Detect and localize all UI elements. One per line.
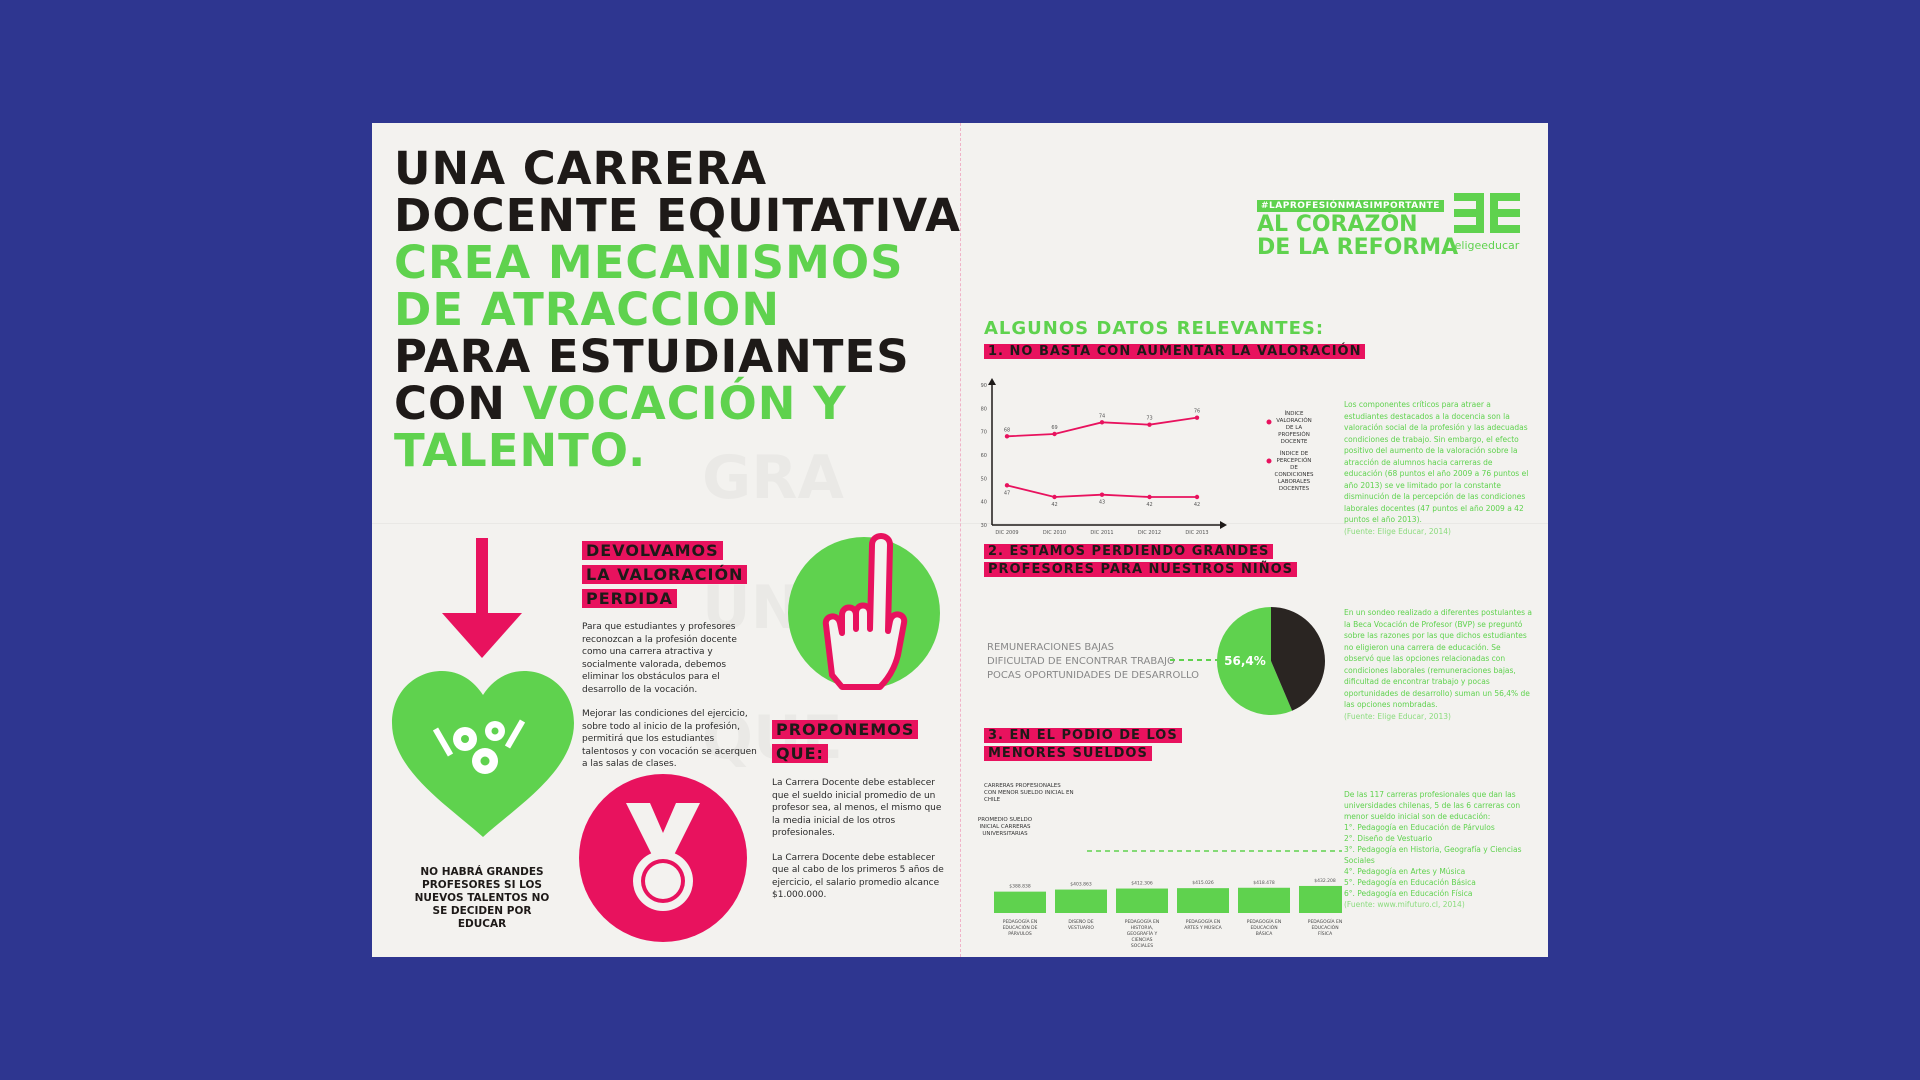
subsection-title-2 (984, 543, 1297, 579)
y-tick-label: 50 (980, 476, 987, 483)
data-point (1195, 495, 1199, 499)
y-tick-label: 70 (980, 429, 987, 436)
devolvamos-title (582, 539, 747, 611)
bar-category-label: GEOGRAFÍA Y (1126, 932, 1158, 937)
data-label: 73 (1146, 415, 1153, 422)
legend-entry: REMUNERACIONES BAJAS (987, 642, 1115, 653)
bar-chart (972, 813, 1342, 953)
title-line: PERDIDA (582, 589, 677, 608)
section-title: ALGUNOS DATOS RELEVANTES: (984, 318, 1325, 339)
bar (1299, 886, 1342, 913)
proponemos-body (772, 777, 952, 914)
headline-line: DOCENTE EQUITATIVA (394, 189, 961, 242)
paragraph: Mejorar las condiciones del ejercicio, sobre todo al inicio de la profesión, permitirá que los estudiantes talentosos y con vocación se acerquen a las salas de clases. (582, 709, 757, 769)
paragraph: La Carrera Docente debe establecer que el sueldo inicial promedio de un profesor sea, al menos, el mismo que la media inicial de los otros profesionales. (772, 778, 942, 838)
devolvamos-body (582, 621, 762, 783)
y-tick-label: 30 (980, 523, 987, 529)
bar-category-label: DISEÑO DE (1068, 920, 1094, 925)
bar-category-label: CIENCIAS (1131, 938, 1153, 943)
title-line: PROPONEMOS (772, 720, 918, 739)
title-line: 1. NO BASTA CON AUMENTAR LA VALORACIÓN (984, 344, 1365, 359)
title-line: 2. ESTAMOS PERDIENDO GRANDES (984, 544, 1273, 559)
data-point (1052, 495, 1056, 499)
source-text: (Fuente: Elige Educar, 2014) (1344, 526, 1451, 536)
pie-chart-notes (1344, 607, 1532, 722)
bar-value-label: $403.863 (1070, 882, 1092, 888)
heart-gears-icon (390, 669, 576, 839)
data-point (1195, 415, 1199, 419)
legend-markers (1265, 418, 1273, 468)
hashtag-badge: #LAPROFESIÓNMÁSIMPORTANTE (1257, 200, 1444, 212)
side-text: En un sondeo realizado a diferentes postulantes a la Beca Vocación de Profesor (BVP) se preguntó sobre las razones por las que dichos estudiantes no eligieron una carrera de educación. Se observó que las opciones relacionadas con condiciones laborales (remuneraciones bajas, dificultad de encontrar trabajo y pocas oportunidades de desarrollo) suman un 56,4% de las opciones nombradas. (1344, 608, 1532, 709)
subsection-title-3 (984, 727, 1182, 763)
side-text: Los componentes críticos para atraer a estudiantes destacados a la docencia son la valoración social de la profesión y las adecuadas condiciones de trabajo. Sin embargo, el efecto positivo del aumento de la valoración sobre la atracción de alumnos hacia carreras de educación (68 puntos el año 2009 a 76 puntos el año 2013) se ve limitado por la constante disminución de la percepción de las condiciones laborales docentes (47 puntos el año 2009 a 42 puntos el año 2013). (1344, 400, 1529, 524)
data-label: 47 (1003, 490, 1011, 497)
bar-value-label: $418.478 (1253, 880, 1275, 886)
brand-box (1257, 193, 1458, 258)
data-label: 74 (1098, 413, 1106, 420)
title-line: 3. EN EL PODIO DE LOS (984, 728, 1182, 743)
source-text: (Fuente: www.mifuturo.cl, 2014) (1344, 900, 1465, 909)
bar-category-label: EDUCACIÓN (1311, 926, 1339, 931)
bar-category-label: FÍSICA (1317, 932, 1333, 937)
raised-finger-hand-icon (782, 525, 942, 695)
bar (994, 892, 1046, 913)
x-tick-label: DIC 2009 (995, 530, 1019, 535)
headline-line: CREA MECANISMOS (394, 236, 904, 289)
bar-value-label: $388.838 (1009, 884, 1031, 890)
headline-line: DE ATRACCION (394, 283, 780, 336)
brand-title: DE LA REFORMA (1257, 235, 1459, 260)
rank-item: 3°. Pedagogía en Historia, Geografía y Ciencias Sociales (1344, 845, 1522, 865)
y-tick-label: 90 (980, 383, 987, 389)
title-line: QUE: (772, 744, 828, 763)
header-text: CARRERAS PROFESIONALES CON MENOR SUELDO INICIAL EN CHILE (984, 783, 1074, 803)
x-tick-label: DIC 2013 (1185, 530, 1209, 535)
pie-label: 56,4% (1224, 654, 1266, 668)
bar-category-label: SOCIALES (1130, 944, 1154, 949)
bar-chart-header (984, 783, 1074, 804)
bar-category-label: BÁSICA (1255, 932, 1273, 937)
data-point (1052, 432, 1056, 436)
bar-category-label: PÁRVULOS (1008, 932, 1032, 937)
subsection-title-1 (984, 343, 1365, 361)
rank-item: 6°. Pedagogía en Educación Física (1344, 889, 1473, 898)
y-axis-arrow (988, 378, 996, 385)
legend-entry: ÍNDICE VALORACIÓN DE LA PROFESIÓN DOCENTE (1276, 411, 1312, 445)
bar-category-label: EDUCACIÓN DE (1002, 926, 1038, 931)
headline-line: UNA CARRERA (394, 142, 768, 195)
x-tick-label: DIC 2011 (1090, 530, 1114, 535)
pie-chart (1215, 605, 1327, 717)
paragraph: Para que estudiantes y profesores reconozcan a la profesión docente como una carrera atractiva y socialmente valorada, debemos eliminar los obstáculos para el desarrollo de la vocación. (582, 622, 737, 695)
title-line: MENORES SUELDOS (984, 746, 1152, 761)
x-tick-label: DIC 2010 (1042, 530, 1067, 535)
rank-item: 5°. Pedagogía en Educación Básica (1344, 878, 1476, 887)
data-label: 76 (1193, 408, 1201, 415)
bar-category-label: PEDAGOGÍA EN (1307, 920, 1342, 925)
logo (1454, 193, 1520, 252)
data-point (1005, 483, 1009, 487)
pie-legend (987, 641, 1199, 683)
headline-line: CON (394, 377, 523, 430)
data-point (1100, 420, 1104, 424)
title-line: DEVOLVAMOS (582, 541, 723, 560)
bar-category-label: HISTORIA, (1130, 926, 1154, 931)
source-text: (Fuente: Elige Educar, 2013) (1344, 711, 1451, 721)
headline (394, 142, 961, 477)
down-arrow-icon (442, 538, 522, 663)
bar-category-label: EDUCACIÓN (1250, 926, 1278, 931)
bar-value-label: $415.026 (1192, 881, 1214, 887)
data-point (1147, 422, 1151, 426)
chart-legend (1272, 451, 1316, 493)
title-line: PROFESORES PARA NUESTROS NIÑOS (984, 562, 1297, 577)
data-label: 69 (1051, 425, 1058, 431)
headline-line: TALENTO. (394, 424, 647, 477)
headline-line: VOCACIÓN Y (522, 377, 847, 430)
bar-category-label: PEDAGOGÍA EN (1246, 920, 1282, 925)
legend-entry: ÍNDICE DE PERCEPCIÓN DE CONDICIONES LABORALES DOCENTES (1274, 451, 1314, 492)
y-tick-label: 80 (980, 406, 987, 413)
data-label: 42 (1146, 502, 1153, 508)
bar-value-label: $432.208 (1314, 878, 1336, 884)
legend-entry: POCAS OPORTUNIDADES DE DESARROLLO (987, 670, 1200, 681)
proponemos-title (772, 718, 918, 766)
y-tick-label: 60 (980, 453, 987, 459)
chart-legend (1272, 411, 1316, 446)
bar-value-label: $412.306 (1131, 881, 1153, 887)
average-label-text: PROMEDIO SUELDO INICIAL CARRERAS UNIVERSITARIAS (977, 817, 1033, 837)
bar (1116, 889, 1168, 913)
brand-title: AL CORAZÓN (1257, 212, 1418, 237)
bar (1238, 888, 1290, 913)
data-label: 42 (1193, 502, 1201, 508)
side-text: De las 117 carreras profesionales que dan las universidades chilenas, 5 de las 6 carreras con menor sueldo inicial son de educación: (1344, 790, 1521, 821)
paragraph: La Carrera Docente debe establecer que al cabo de los primeros 5 años de ejercicio, el salario promedio alcance $1.000.000. (772, 852, 944, 900)
bar-category-label: PEDAGOGÍA EN (1185, 920, 1221, 925)
rank-item: 1°. Pedagogía en Educación de Párvulos (1344, 823, 1495, 832)
logo-text: eligeeducar (1454, 239, 1520, 252)
data-point (1147, 495, 1151, 499)
data-label: 43 (1098, 499, 1106, 506)
bar-category-label: ARTES Y MÚSICA (1184, 926, 1222, 931)
medal-icon (578, 773, 748, 943)
headline-line: PARA ESTUDIANTES (394, 330, 910, 383)
poster (372, 123, 1548, 957)
logo-icon (1454, 193, 1520, 233)
title-line: LA VALORACIÓN (582, 565, 747, 584)
rank-item: 4°. Pedagogía en Artes y Música (1344, 867, 1466, 876)
data-label: 42 (1051, 502, 1058, 508)
data-label: 68 (1003, 427, 1011, 434)
x-tick-label: DIC 2012 (1137, 530, 1162, 535)
caption: NO HABRÁ GRANDES PROFESORES SI LOS NUEVOS TALENTOS NO SE DECIDEN POR EDUCAR (414, 866, 550, 930)
data-point (1100, 492, 1104, 496)
bar (1177, 888, 1229, 913)
rank-item: 2°. Diseño de Vestuario (1344, 834, 1433, 843)
y-tick-label: 40 (980, 499, 987, 506)
bar-category-label: PEDAGOGÍA EN (1124, 920, 1160, 925)
bar (1055, 890, 1107, 913)
bar-category-label: VESTUARIO (1068, 926, 1094, 931)
line-chart-notes (1344, 399, 1529, 537)
line-chart (972, 375, 1262, 535)
data-point (1005, 434, 1009, 438)
bar-chart-notes (1344, 789, 1529, 910)
bar-category-label: PEDAGOGÍA EN (1002, 920, 1038, 925)
legend-entry: DIFICULTAD DE ENCONTRAR TRABAJO (987, 656, 1175, 667)
x-axis-arrow (1220, 521, 1227, 529)
